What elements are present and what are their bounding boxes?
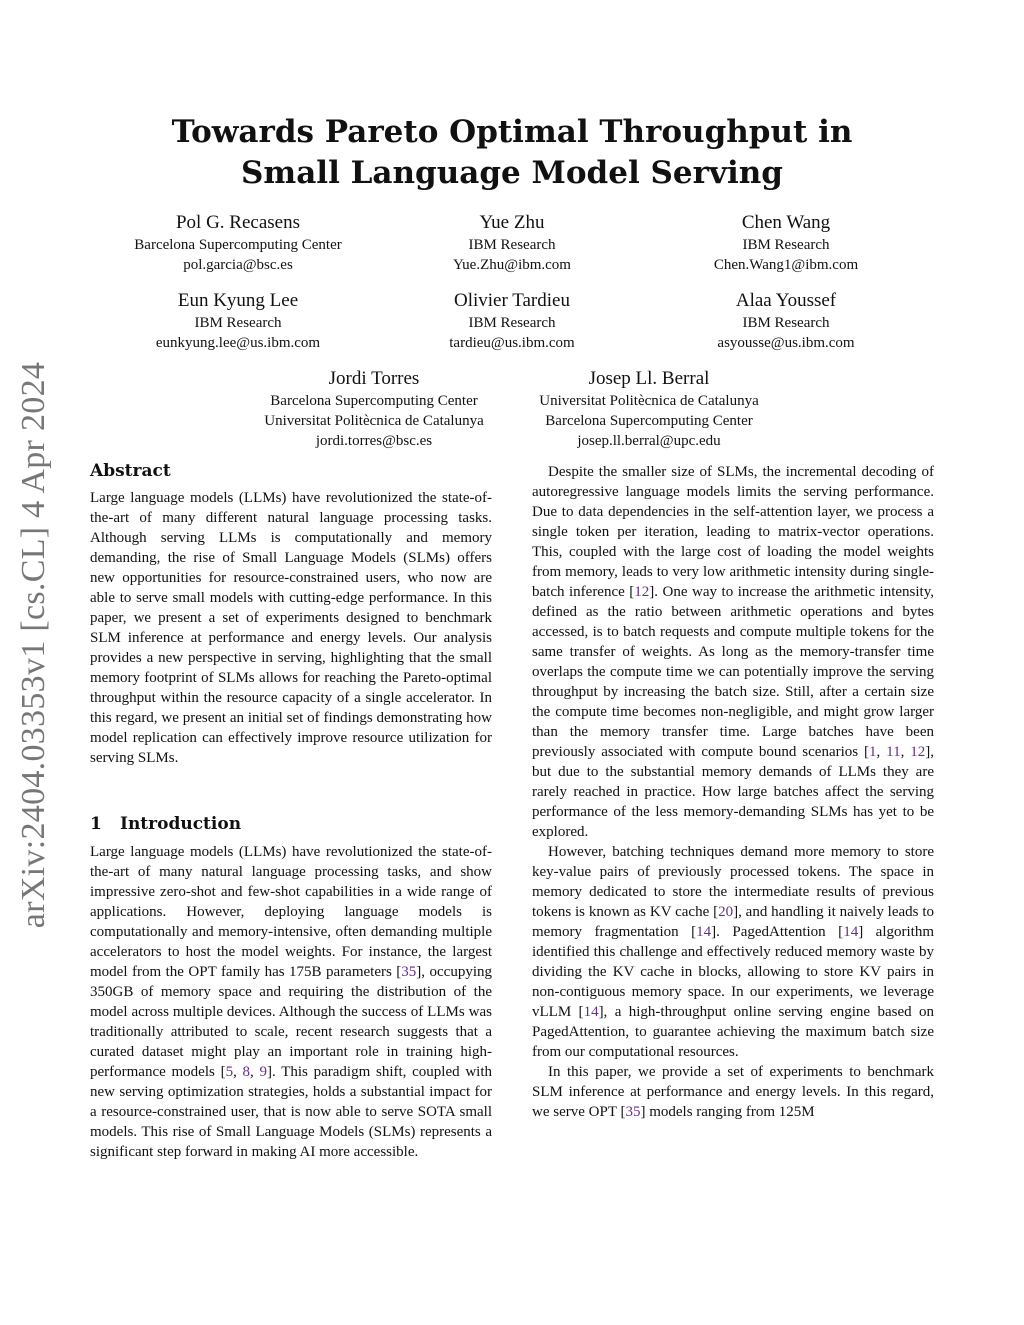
citation-link[interactable]: 8 bbox=[242, 1064, 251, 1080]
citation-link[interactable]: 11 bbox=[886, 744, 901, 760]
introduction-heading bbox=[90, 814, 241, 834]
author-name: Jordi Torres bbox=[328, 368, 420, 389]
author-affiliation: IBM Research bbox=[742, 237, 830, 253]
author-block bbox=[88, 289, 388, 353]
author-block bbox=[362, 211, 662, 275]
paper-title bbox=[150, 112, 874, 194]
paper-title-line-2: Small Language Model Serving bbox=[241, 155, 783, 191]
author-name: Josep Ll. Berral bbox=[588, 368, 710, 389]
citation-link[interactable]: 35 bbox=[401, 964, 417, 980]
author-affiliation: IBM Research bbox=[468, 237, 556, 253]
author-affiliation: IBM Research bbox=[468, 315, 556, 331]
citation-link[interactable]: 5 bbox=[225, 1064, 234, 1080]
citation-link[interactable]: 12 bbox=[910, 744, 926, 760]
author-affiliation: Universitat Politècnica de Catalunya bbox=[539, 393, 759, 409]
author-affiliation: Universitat Politècnica de Catalunya bbox=[264, 413, 484, 429]
author-email: Yue.Zhu@ibm.com bbox=[453, 257, 571, 273]
author-email: asyousse@us.ibm.com bbox=[717, 335, 855, 351]
intro-paragraph-4: In this paper, we provide a set of experiments to benchmark SLM inference at performance and energy levels. In this regard, we serve OPT [35] models ranging from 125M bbox=[532, 1064, 934, 1120]
abstract-paragraph: Large language models (LLMs) have revolutionized the state-of-the-art of many different natural language processing tasks. Although serving LLMs is computationally and memory demanding, the rise of Small Language Models (SLMs) offers new opportunities for resource-constrained users, who now are able to serve small models with cutting-edge performance. In this paper, we present a set of experiments designed to benchmark SLM inference at performance and energy levels. Our analysis provides a new perspective in serving, highlighting that the small memory footprint of SLMs allows for reaching the Pareto-optimal throughput within the resource capacity of a single accelerator. In this regard, we present an initial set of findings demonstrating how model replication can effectively improve resource utilization for serving SLMs. bbox=[90, 490, 492, 766]
intro-paragraph-2: Despite the smaller size of SLMs, the incremental decoding of autoregressive language models limits the serving performance. Due to data dependencies in the self-attention layer, we process a single token per iteration, leading to matrix-vector operations. This, coupled with the large cost of loading the model weights from memory, leads to very low arithmetic intensity during single-batch inference [12]. One way to increase the arithmetic intensity, defined as the ratio between arithmetic operations and bytes accessed, is to batch requests and compute multiple tokens for the same transfer of weights. As long as the memory-transfer time overlaps the compute time we can potentially improve the serving throughput by increasing the batch size. Still, after a certain size the compute time becomes non-negligible, and might grow larger than the memory transfer time. Large batches have been previously associated with compute bound scenarios [1, 11, 12], but due to the substantial memory demands of LLMs they are rarely reached in practice. How large batches affect the serving performance of the less memory-demanding SLMs has yet to be explored. bbox=[532, 464, 935, 840]
citation-link[interactable]: 9 bbox=[259, 1064, 268, 1080]
abstract-body bbox=[90, 488, 492, 768]
author-block bbox=[224, 367, 524, 451]
author-block bbox=[499, 367, 799, 451]
citation-link[interactable]: 12 bbox=[634, 584, 650, 600]
abstract-heading: Abstract bbox=[90, 461, 171, 481]
author-name: Eun Kyung Lee bbox=[177, 290, 299, 311]
citation-link[interactable]: 14 bbox=[843, 924, 859, 940]
author-email: Chen.Wang1@ibm.com bbox=[713, 257, 859, 273]
author-affiliation: Barcelona Supercomputing Center bbox=[270, 393, 478, 409]
author-email: josep.ll.berral@upc.edu bbox=[577, 433, 721, 449]
introduction-body-right bbox=[532, 462, 934, 1122]
author-block bbox=[362, 289, 662, 353]
intro-paragraph-3: However, batching techniques demand more memory to store key-value pairs of previously processed tokens. The space in memory dedicated to store the intermediate results of previous tokens is known as KV cache [20], and handling it naively leads to memory fragmentation [14]. PagedAttention [14] algorithm identified this challenge and effectively reduced memory waste by dividing the KV cache in blocks, allowing to store KV pairs in non-contiguous memory space. In our experiments, we leverage vLLM [14], a high-throughput online serving engine based on PagedAttention, to guarantee achieving the maximum batch size from our computational resources. bbox=[532, 844, 935, 1060]
arxiv-identifier bbox=[8, 360, 60, 930]
author-name: Olivier Tardieu bbox=[454, 290, 570, 311]
author-email: tardieu@us.ibm.com bbox=[449, 335, 575, 351]
arxiv-identifier-text: arXiv:2404.03353v1 [cs.CL] 4 Apr 2024 bbox=[15, 361, 52, 929]
author-name: Pol G. Recasens bbox=[175, 212, 300, 233]
author-block bbox=[88, 211, 388, 275]
citation-link[interactable]: 1 bbox=[869, 744, 877, 760]
citation-link[interactable]: 14 bbox=[583, 1004, 599, 1020]
author-affiliation: Barcelona Supercomputing Center bbox=[545, 413, 753, 429]
citation-link[interactable]: 20 bbox=[718, 904, 734, 920]
section-number: 1 bbox=[90, 814, 102, 834]
author-email: pol.garcia@bsc.es bbox=[183, 257, 293, 273]
author-affiliation: IBM Research bbox=[742, 315, 830, 331]
author-name: Chen Wang bbox=[741, 212, 831, 233]
paper-title-line-1: Towards Pareto Optimal Throughput in bbox=[171, 114, 853, 150]
author-email: jordi.torres@bsc.es bbox=[315, 433, 433, 449]
section-title: Introduction bbox=[120, 814, 242, 834]
citation-link[interactable]: 35 bbox=[625, 1104, 641, 1120]
author-name: Alaa Youssef bbox=[735, 290, 837, 311]
author-block bbox=[636, 289, 936, 353]
author-affiliation: IBM Research bbox=[194, 315, 282, 331]
introduction-body-left bbox=[90, 842, 492, 1162]
author-email: eunkyung.lee@us.ibm.com bbox=[155, 335, 321, 351]
author-name: Yue Zhu bbox=[479, 212, 545, 233]
author-block bbox=[636, 211, 936, 275]
citation-link[interactable]: 14 bbox=[696, 924, 712, 940]
intro-paragraph-1: Large language models (LLMs) have revolutionized the state-of-the-art of many natural language processing tasks, and show impressive zero-shot and few-shot capabilities in a wide range of applications. However, deploying language models is computationally and memory-intensive, often demanding multiple accelerators to host the model weights. For instance, the largest model from the OPT family has 175B parameters [35], occupying 350GB of memory space and requiring the distribution of the model across multiple devices. Although the success of LLMs was traditionally attributed to scale, recent research suggests that a curated dataset might play an important role in training high-performance models [5, 8, 9]. This paradigm shift, coupled with new serving optimization strategies, holds a substantial impact for a resource-constrained user, that is now able to serve SOTA small models. This rise of Small Language Models (SLMs) represents a significant step forward in making AI more accessible. bbox=[90, 844, 493, 1160]
author-affiliation: Barcelona Supercomputing Center bbox=[134, 237, 342, 253]
